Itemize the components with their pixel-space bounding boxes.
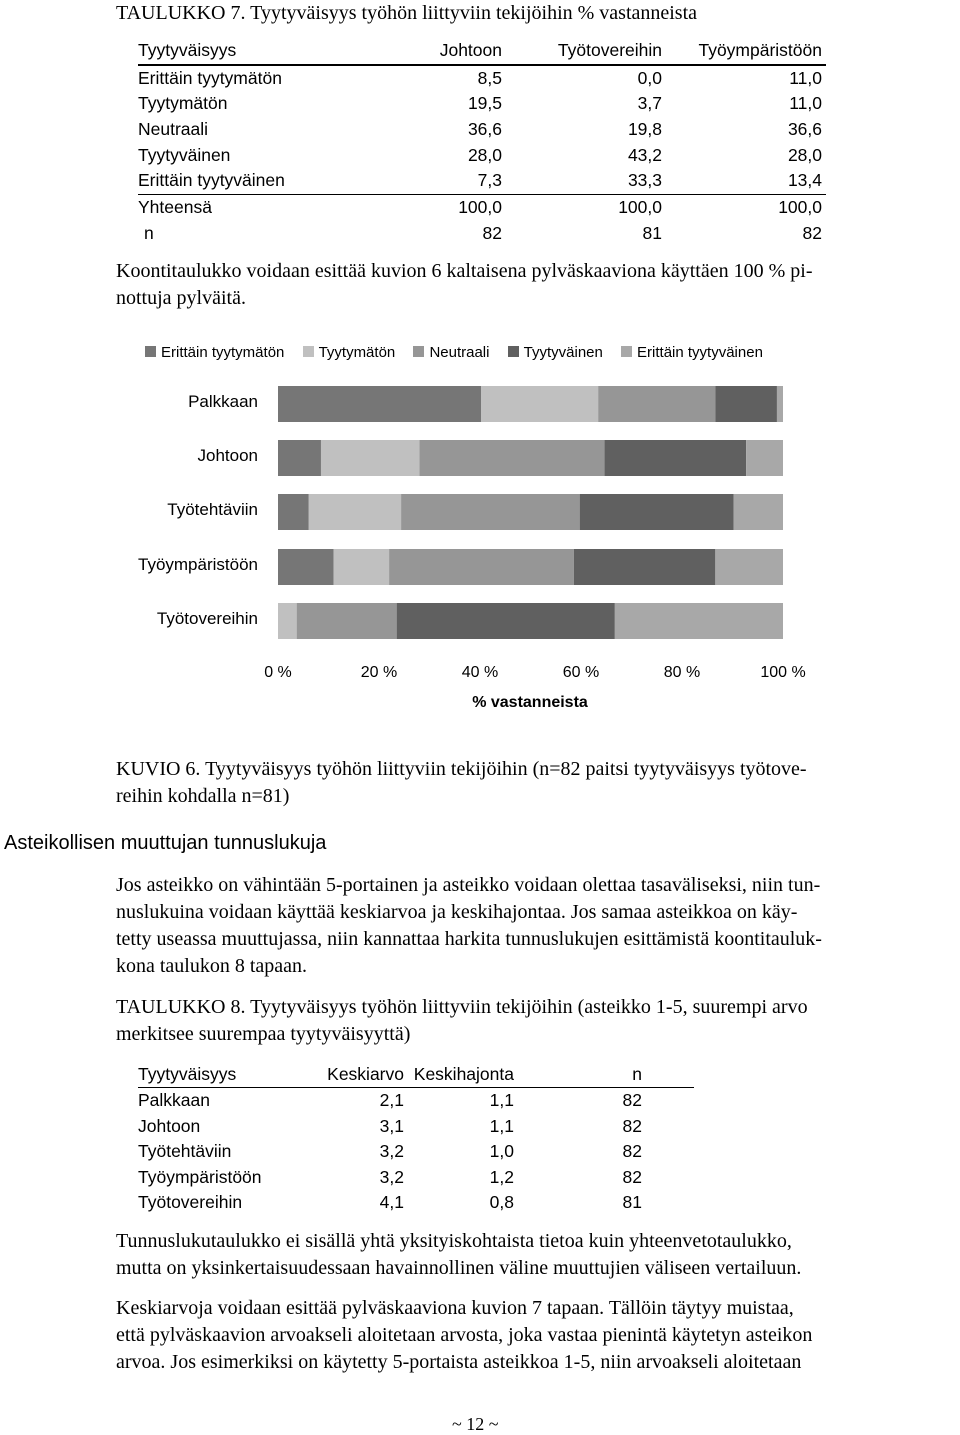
cell: 7,3 — [477, 170, 502, 191]
bar-segment — [278, 386, 481, 422]
figure-caption: KUVIO 6. Tyytyväisyys työhön liittyviin tekijöihin (n=82 paitsi tyytyväisyys työtove- — [116, 758, 807, 780]
paragraph — [116, 1295, 956, 1376]
table-row — [138, 1114, 694, 1139]
row-label: Työtovereihin — [138, 1191, 243, 1212]
row-label: Palkkaan — [138, 1090, 210, 1111]
table8-header-n: n — [632, 1064, 642, 1084]
table-row — [138, 1190, 694, 1215]
bar-segment — [746, 440, 783, 476]
bar-segment — [389, 549, 574, 585]
cell: 0,0 — [637, 67, 662, 88]
row-label: Työtehtäviin — [138, 1141, 232, 1162]
table8 — [138, 1062, 694, 1215]
bar-segment — [715, 549, 783, 585]
bar-segment — [297, 603, 397, 639]
category-label: Työympäristöön — [138, 555, 258, 574]
cell: 2,1 — [379, 1090, 404, 1111]
cell: 3,1 — [379, 1115, 404, 1136]
bar-segment — [334, 549, 390, 585]
cell: 1,1 — [489, 1115, 514, 1136]
bar-segment — [278, 440, 321, 476]
table-row — [138, 1139, 694, 1164]
bar-segment — [278, 603, 297, 639]
category-label: Johtoon — [197, 446, 258, 465]
cell: 82 — [482, 222, 502, 243]
table8-header-label: Tyytyväisyys — [138, 1064, 237, 1084]
x-tick-label: 80 % — [663, 664, 701, 681]
cell: 1,1 — [489, 1090, 514, 1111]
table7-header-label: Tyytyväisyys — [138, 40, 237, 60]
page-number: ~ 12 ~ — [452, 1414, 499, 1434]
row-label: Tyytymätön — [138, 93, 228, 114]
table7-caption: TAULUKKO 7. Tyytyväisyys työhön liittyviin tekijöihin % vastanneista — [116, 2, 698, 24]
legend-label: Tyytymätön — [318, 344, 396, 361]
cell: 1,2 — [489, 1166, 514, 1187]
x-tick-label: 100 % — [760, 664, 806, 681]
bar-segment — [574, 549, 715, 585]
bar-segment — [598, 386, 715, 422]
cell: 82 — [622, 1115, 642, 1136]
cell: 100,0 — [778, 197, 822, 218]
cell: 28,0 — [467, 144, 502, 165]
legend-label: Neutraali — [429, 344, 490, 361]
legend-label: Erittäin tyytyväinen — [637, 344, 763, 361]
bar-segment — [401, 494, 580, 530]
chart-bars — [0, 0, 960, 700]
bar-segment — [309, 494, 401, 530]
row-label: Erittäin tyytyväinen — [138, 170, 285, 191]
row-label: Erittäin tyytymätön — [138, 67, 282, 88]
figure-caption: reihin kohdalla n=81) — [116, 785, 290, 807]
bar-segment — [734, 494, 783, 530]
table8-caption: TAULUKKO 8. Tyytyväisyys työhön liittyviin tekijöihin (asteikko 1-5, suurempi arvo — [116, 996, 808, 1018]
table8-caption: merkitsee suurempaa tyytyväisyyttä) — [116, 1023, 411, 1045]
cell: 3,7 — [637, 93, 662, 114]
row-label: Johtoon — [138, 1115, 201, 1136]
cell: 19,8 — [627, 119, 662, 140]
row-label: Yhteensä — [138, 197, 212, 218]
paragraph-line: tetty useassa muuttujassa, niin kannattaa harkita tunnuslukujen esittämistä koontitauluk- — [116, 928, 822, 950]
paragraph — [116, 1228, 956, 1282]
cell: 3,2 — [379, 1166, 404, 1187]
category-label: Työtehtäviin — [167, 500, 258, 519]
bar-segment — [615, 603, 783, 639]
cell: 8,5 — [477, 67, 502, 88]
bar-segment — [777, 386, 783, 422]
x-axis-title: % vastanneista — [472, 694, 588, 711]
table7-header-tyoymparistoon: Työympäristöön — [698, 40, 822, 60]
legend-label: Tyytyväinen — [523, 344, 603, 361]
legend-label: Erittäin tyytymätön — [161, 344, 285, 361]
bar-segment — [278, 494, 309, 530]
cell: 81 — [642, 222, 662, 243]
cell: 82 — [622, 1141, 642, 1162]
cell: 33,3 — [627, 170, 662, 191]
table-row — [138, 1165, 694, 1190]
bar-segment — [481, 386, 598, 422]
row-label: Neutraali — [138, 119, 209, 140]
bar-segment — [420, 440, 605, 476]
cell: 11,0 — [789, 93, 822, 114]
row-label: Tyytyväinen — [138, 144, 231, 165]
cell: 4,1 — [379, 1191, 404, 1212]
section-heading: Asteikollisen muuttujan tunnuslukuja — [4, 832, 327, 854]
paragraph-line: mutta on yksinkertaisuudessaan havainnollinen väline muuttujien väliseen vertailuun. — [116, 1257, 802, 1279]
paragraph-line: Koontitaulukko voidaan esittää kuvion 6 kaltaisena pylväskaaviona käyttäen 100 % pi- — [116, 260, 813, 282]
cell: 100,0 — [458, 197, 502, 218]
cell: 13,4 — [787, 170, 822, 191]
bar-segment — [580, 494, 734, 530]
x-tick-label: 0 % — [264, 664, 292, 681]
cell: 43,2 — [627, 144, 662, 165]
bar-segment — [715, 386, 777, 422]
cell: 11,0 — [789, 67, 822, 88]
cell: 19,5 — [467, 93, 502, 114]
x-tick-label: 60 % — [562, 664, 600, 681]
cell: 81 — [622, 1191, 642, 1212]
bar-segment — [605, 440, 747, 476]
table7-header-johtoon: Johtoon — [439, 40, 502, 60]
cell: 0,8 — [489, 1191, 514, 1212]
cell: 1,0 — [489, 1141, 514, 1162]
cell: 36,6 — [467, 119, 502, 140]
table8-header-keskihajonta: Keskihajonta — [413, 1064, 514, 1084]
cell: 100,0 — [618, 197, 662, 218]
row-label: Työympäristöön — [138, 1166, 262, 1187]
cell: 82 — [622, 1090, 642, 1111]
paragraph-line: kona taulukon 8 tapaan. — [116, 955, 308, 977]
row-label: n — [144, 222, 154, 243]
table-row — [138, 1088, 694, 1113]
paragraph-line: Jos asteikko on vähintään 5-portainen ja asteikko voidaan olettaa tasaväliseksi, niin tun- — [116, 874, 821, 896]
table8-header-keskiarvo: Keskiarvo — [327, 1064, 404, 1084]
paragraph-line: nottuja pylväitä. — [116, 287, 246, 309]
paragraph-line: Keskiarvoja voidaan esittää pylväskaaviona kuvion 7 tapaan. Tällöin täytyy muistaa, — [116, 1297, 794, 1319]
cell: 28,0 — [787, 144, 822, 165]
bar-segment — [397, 603, 615, 639]
paragraph-line: arvoa. Jos esimerkiksi on käytetty 5-portaista asteikkoa 1-5, niin arvoakseli aloitetaan — [116, 1351, 802, 1373]
cell: 36,6 — [787, 119, 822, 140]
bar-segment — [321, 440, 420, 476]
category-label: Työtovereihin — [156, 609, 258, 628]
cell: 82 — [802, 222, 822, 243]
category-label: Palkkaan — [188, 392, 258, 411]
x-tick-label: 40 % — [461, 664, 499, 681]
paragraph-line: että pylväskaavion arvoakseli aloitetaan arvosta, joka vastaa pienintä käytetyn asteikon — [116, 1324, 813, 1346]
paragraph — [116, 872, 956, 980]
cell: 3,2 — [379, 1141, 404, 1162]
paragraph-line: Tunnuslukutaulukko ei sisällä yhtä yksityiskohtaista tietoa kuin yhteenvetotaulukko, — [116, 1230, 792, 1252]
x-tick-label: 20 % — [360, 664, 398, 681]
paragraph-line: nuslukuina voidaan käyttää keskiarvoa ja keskihajontaa. Jos samaa asteikkoa on käy- — [116, 901, 798, 923]
cell: 82 — [622, 1166, 642, 1187]
table7-header-tyotovereihin: Työtovereihin — [557, 40, 662, 60]
table8-header-row — [138, 1062, 694, 1088]
bar-segment — [278, 549, 334, 585]
